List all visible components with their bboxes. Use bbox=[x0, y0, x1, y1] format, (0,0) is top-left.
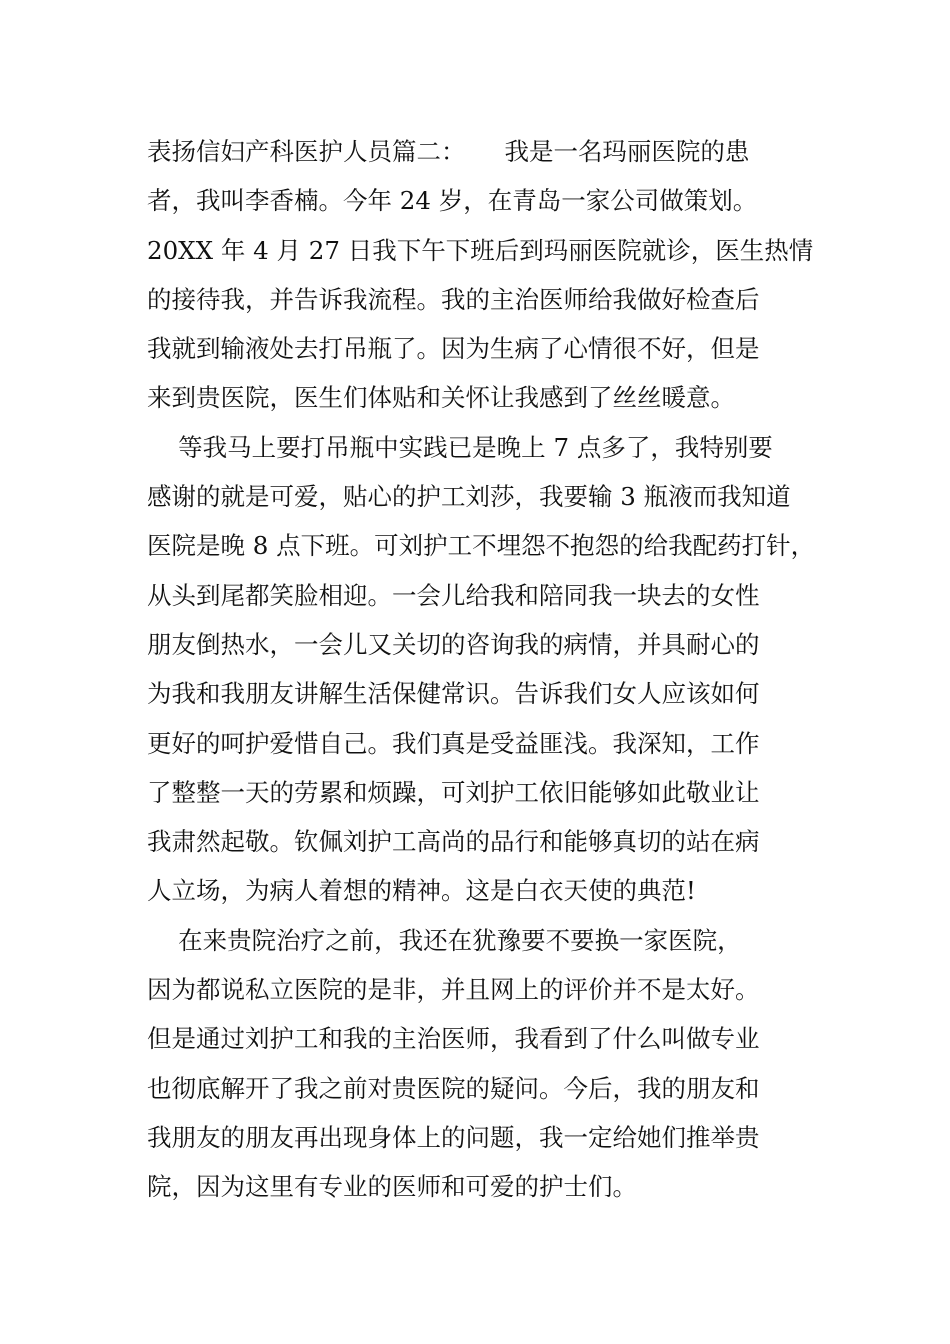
text-line: 我就到输液处去打吊瓶了。因为生病了心情很不好，但是 bbox=[147, 334, 760, 364]
text-line: 在来贵院治疗之前，我还在犹豫要不要换一家医院， bbox=[147, 925, 742, 955]
text-line: 朋友倒热水，一会儿又关切的咨询我的病情，并具耐心的 bbox=[147, 629, 760, 659]
text-line: 等我马上要打吊瓶中实践已是晚上 7 点多了，我特别要 bbox=[147, 432, 773, 462]
text-line: 感谢的就是可爱，贴心的护工刘莎，我要输 3 瓶液而我知道 bbox=[147, 482, 791, 512]
text-line: 但是通过刘护工和我的主治医师，我看到了什么叫做专业 bbox=[147, 1024, 760, 1054]
text-line: 者，我叫李香楠。今年 24 岁，在青岛一家公司做策划。 bbox=[147, 186, 758, 216]
text-line: 的接待我，并告诉我流程。我的主治医师给我做好检查后 bbox=[147, 284, 760, 314]
text-line: 为我和我朋友讲解生活保健常识。告诉我们女人应该如何 bbox=[147, 679, 760, 709]
text-line: 因为都说私立医院的是非，并且网上的评价并不是太好。 bbox=[147, 975, 760, 1005]
text-line: 人立场，为病人着想的精神。这是白衣天使的典范! bbox=[147, 876, 696, 906]
paragraph-nurse-praise bbox=[147, 423, 837, 916]
text-line: 院，因为这里有专业的医师和可爱的护士们。 bbox=[147, 1172, 637, 1202]
text-line: 从头到尾都笑脸相迎。一会儿给我和陪同我一块去的女性 bbox=[147, 580, 760, 610]
text-line: 来到贵医院，医生们体贴和关怀让我感到了丝丝暖意。 bbox=[147, 383, 735, 413]
text-line: 我朋友的朋友再出现身体上的问题，我一定给她们推举贵 bbox=[147, 1122, 760, 1152]
text-line: 表扬信妇产科医护人员篇二： 我是一名玛丽医院的患 bbox=[147, 137, 750, 166]
text-line: 也彻底解开了我之前对贵医院的疑问。今后，我的朋友和 bbox=[147, 1073, 760, 1103]
text-line: 更好的呵护爱惜自己。我们真是受益匪浅。我深知，工作 bbox=[147, 728, 760, 758]
paragraph-conclusion bbox=[147, 916, 837, 1212]
text-line: 了整整一天的劳累和烦躁，可刘护工依旧能够如此敬业让 bbox=[147, 777, 760, 807]
text-line: 医院是晚 8 点下班。可刘护工不埋怨不抱怨的给我配药打针， bbox=[147, 531, 816, 561]
letter-body bbox=[147, 127, 837, 1212]
paragraph-intro bbox=[147, 127, 837, 423]
text-line: 我肃然起敬。钦佩刘护工高尚的品行和能够真切的站在病 bbox=[147, 827, 760, 857]
text-line: 20XX 年 4 月 27 日我下午下班后到玛丽医院就诊，医生热情 bbox=[147, 235, 814, 265]
